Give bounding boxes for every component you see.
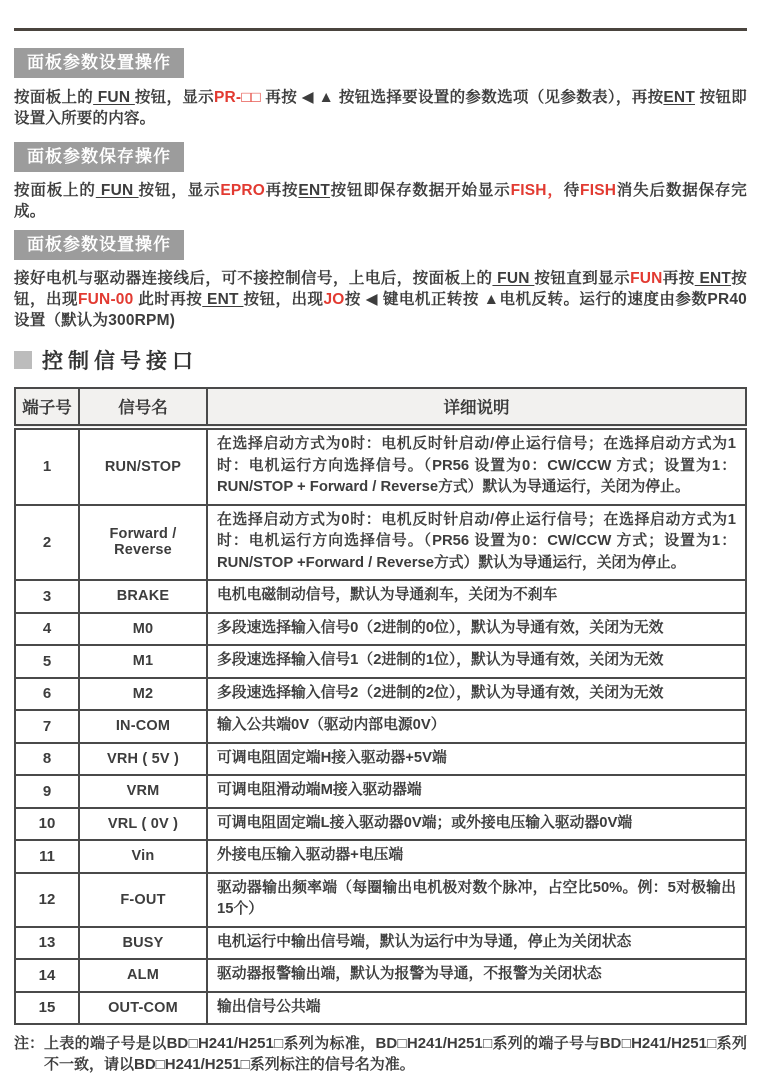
terminal-number-cell: 3 (15, 580, 79, 613)
section-badge-trial-run: 面板参数设置操作 (14, 230, 184, 260)
control-signal-section-header (14, 345, 747, 375)
signal-name-cell: BUSY (79, 927, 207, 960)
signal-name-cell: M1 (79, 645, 207, 678)
table-row (15, 927, 746, 960)
signal-table-body (15, 427, 746, 1024)
description-cell: 驱动器报警输出端，默认为报警为导通，不报警为关闭状态 (207, 959, 746, 992)
table-row (15, 613, 746, 646)
paragraph-trial-run: 接好电机与驱动器连接线后，可不接控制信号，上电后，按面板上的 FUN 按钮直到显示FUN再按 ENT按钮，出现FUN-00 此时再按 ENT 按钮，出现JO按 ◀ 键电机正转按 ▲电机反转。运行的速度由参数PR40设置（默认为300RPM) (14, 270, 748, 329)
description-cell: 输入公共端0V（驱动内部电源0V） (207, 710, 746, 743)
section-badge-panel-param-set: 面板参数设置操作 (14, 48, 184, 78)
table-row (15, 580, 746, 613)
description-cell: 可调电阻固定端L接入驱动器0V端；或外接电压输入驱动器0V端 (207, 808, 746, 841)
terminal-number-cell: 2 (15, 505, 79, 581)
section-badge-panel-param-save: 面板参数保存操作 (14, 142, 184, 172)
terminal-number-cell: 8 (15, 743, 79, 776)
description-cell: 在选择启动方式为0时：电机反时针启动/停止运行信号；在选择启动方式为1时：电机运行方向选择信号。（PR56 设置为0：CW/CCW 方式；设置为1：RUN/STOP +Forward / Reverse方式）默认为导通运行，关闭为停止。 (207, 505, 746, 581)
table-row (15, 775, 746, 808)
terminal-number-cell: 10 (15, 808, 79, 841)
footnote (14, 1033, 747, 1075)
paragraph-panel-param-set: 按面板上的 FUN 按钮，显示PR-□□ 再按 ◀ ▲ 按钮选择要设置的参数选项（见参数表），再按ENT 按钮即设置入所要的内容。 (14, 89, 747, 127)
signal-name-cell: F-OUT (79, 873, 207, 927)
column-header-description: 详细说明 (207, 388, 746, 427)
description-cell: 电机电磁制动信号，默认为导通刹车，关闭为不刹车 (207, 580, 746, 613)
description-cell: 多段速选择输入信号0（2进制的0位），默认为导通有效，关闭为无效 (207, 613, 746, 646)
signal-name-cell: OUT-COM (79, 992, 207, 1025)
terminal-number-cell: 9 (15, 775, 79, 808)
column-header-signal: 信号名 (79, 388, 207, 427)
terminal-number-cell: 4 (15, 613, 79, 646)
signal-name-cell: M0 (79, 613, 207, 646)
footnote-text: 上表的端子号是以BD□H241/H251□系列为标准，BD□H241/H251□系列的端子号与BD□H241/H251□系列不一致，请以BD□H241/H251□系列标注的信号名为准。 (44, 1035, 747, 1073)
terminal-number-cell: 13 (15, 927, 79, 960)
table-row (15, 427, 746, 505)
control-signal-table (14, 387, 747, 1025)
column-header-terminal: 端子号 (15, 388, 79, 427)
description-cell: 可调电阻固定端H接入驱动器+5V端 (207, 743, 746, 776)
table-row (15, 808, 746, 841)
signal-name-cell: Forward / Reverse (79, 505, 207, 581)
section-trial-run (0, 222, 761, 331)
signal-name-cell: BRAKE (79, 580, 207, 613)
terminal-number-cell: 14 (15, 959, 79, 992)
table-row (15, 840, 746, 873)
signal-name-cell: RUN/STOP (79, 427, 207, 505)
signal-name-cell: ALM (79, 959, 207, 992)
table-row (15, 645, 746, 678)
table-row (15, 678, 746, 711)
signal-name-cell: VRH ( 5V ) (79, 743, 207, 776)
square-bullet-icon (14, 351, 32, 369)
description-cell: 可调电阻滑动端M接入驱动器端 (207, 775, 746, 808)
description-cell: 电机运行中输出信号端，默认为运行中为导通，停止为关闭状态 (207, 927, 746, 960)
description-cell: 多段速选择输入信号2（2进制的2位），默认为导通有效，关闭为无效 (207, 678, 746, 711)
table-row (15, 505, 746, 581)
terminal-number-cell: 7 (15, 710, 79, 743)
signal-name-cell: IN-COM (79, 710, 207, 743)
table-row (15, 992, 746, 1025)
signal-name-cell: VRM (79, 775, 207, 808)
terminal-number-cell: 12 (15, 873, 79, 927)
description-cell: 驱动器输出频率端（每圈输出电机极对数个脉冲，占空比50%。例：5对极输出15个） (207, 873, 746, 927)
terminal-number-cell: 5 (15, 645, 79, 678)
table-header-row (15, 388, 746, 427)
terminal-number-cell: 6 (15, 678, 79, 711)
terminal-number-cell: 15 (15, 992, 79, 1025)
signal-name-cell: Vin (79, 840, 207, 873)
table-row (15, 959, 746, 992)
footnote-label: 注： (14, 1035, 45, 1052)
signal-name-cell: M2 (79, 678, 207, 711)
description-cell: 在选择启动方式为0时：电机反时针启动/停止运行信号；在选择启动方式为1时：电机运行方向选择信号。（PR56 设置为0：CW/CCW 方式；设置为1：RUN/STOP + Forward / Reverse方式）默认为导通运行，关闭为停止。 (207, 427, 746, 505)
terminal-number-cell: 1 (15, 427, 79, 505)
section-panel-param-save (0, 129, 761, 222)
description-cell: 输出信号公共端 (207, 992, 746, 1025)
table-row (15, 873, 746, 927)
section-title-control-signal: 控制信号接口 (42, 350, 198, 373)
description-cell: 外接电压输入驱动器+电压端 (207, 840, 746, 873)
description-cell: 多段速选择输入信号1（2进制的1位），默认为导通有效，关闭为无效 (207, 645, 746, 678)
signal-name-cell: VRL ( 0V ) (79, 808, 207, 841)
paragraph-panel-param-save: 按面板上的 FUN 按钮，显示EPRO再按ENT按钮即保存数据开始显示FISH，待FISH消失后数据保存完成。 (14, 182, 747, 220)
table-row (15, 710, 746, 743)
terminal-number-cell: 11 (15, 840, 79, 873)
section-panel-param-set (0, 31, 761, 129)
table-row (15, 743, 746, 776)
